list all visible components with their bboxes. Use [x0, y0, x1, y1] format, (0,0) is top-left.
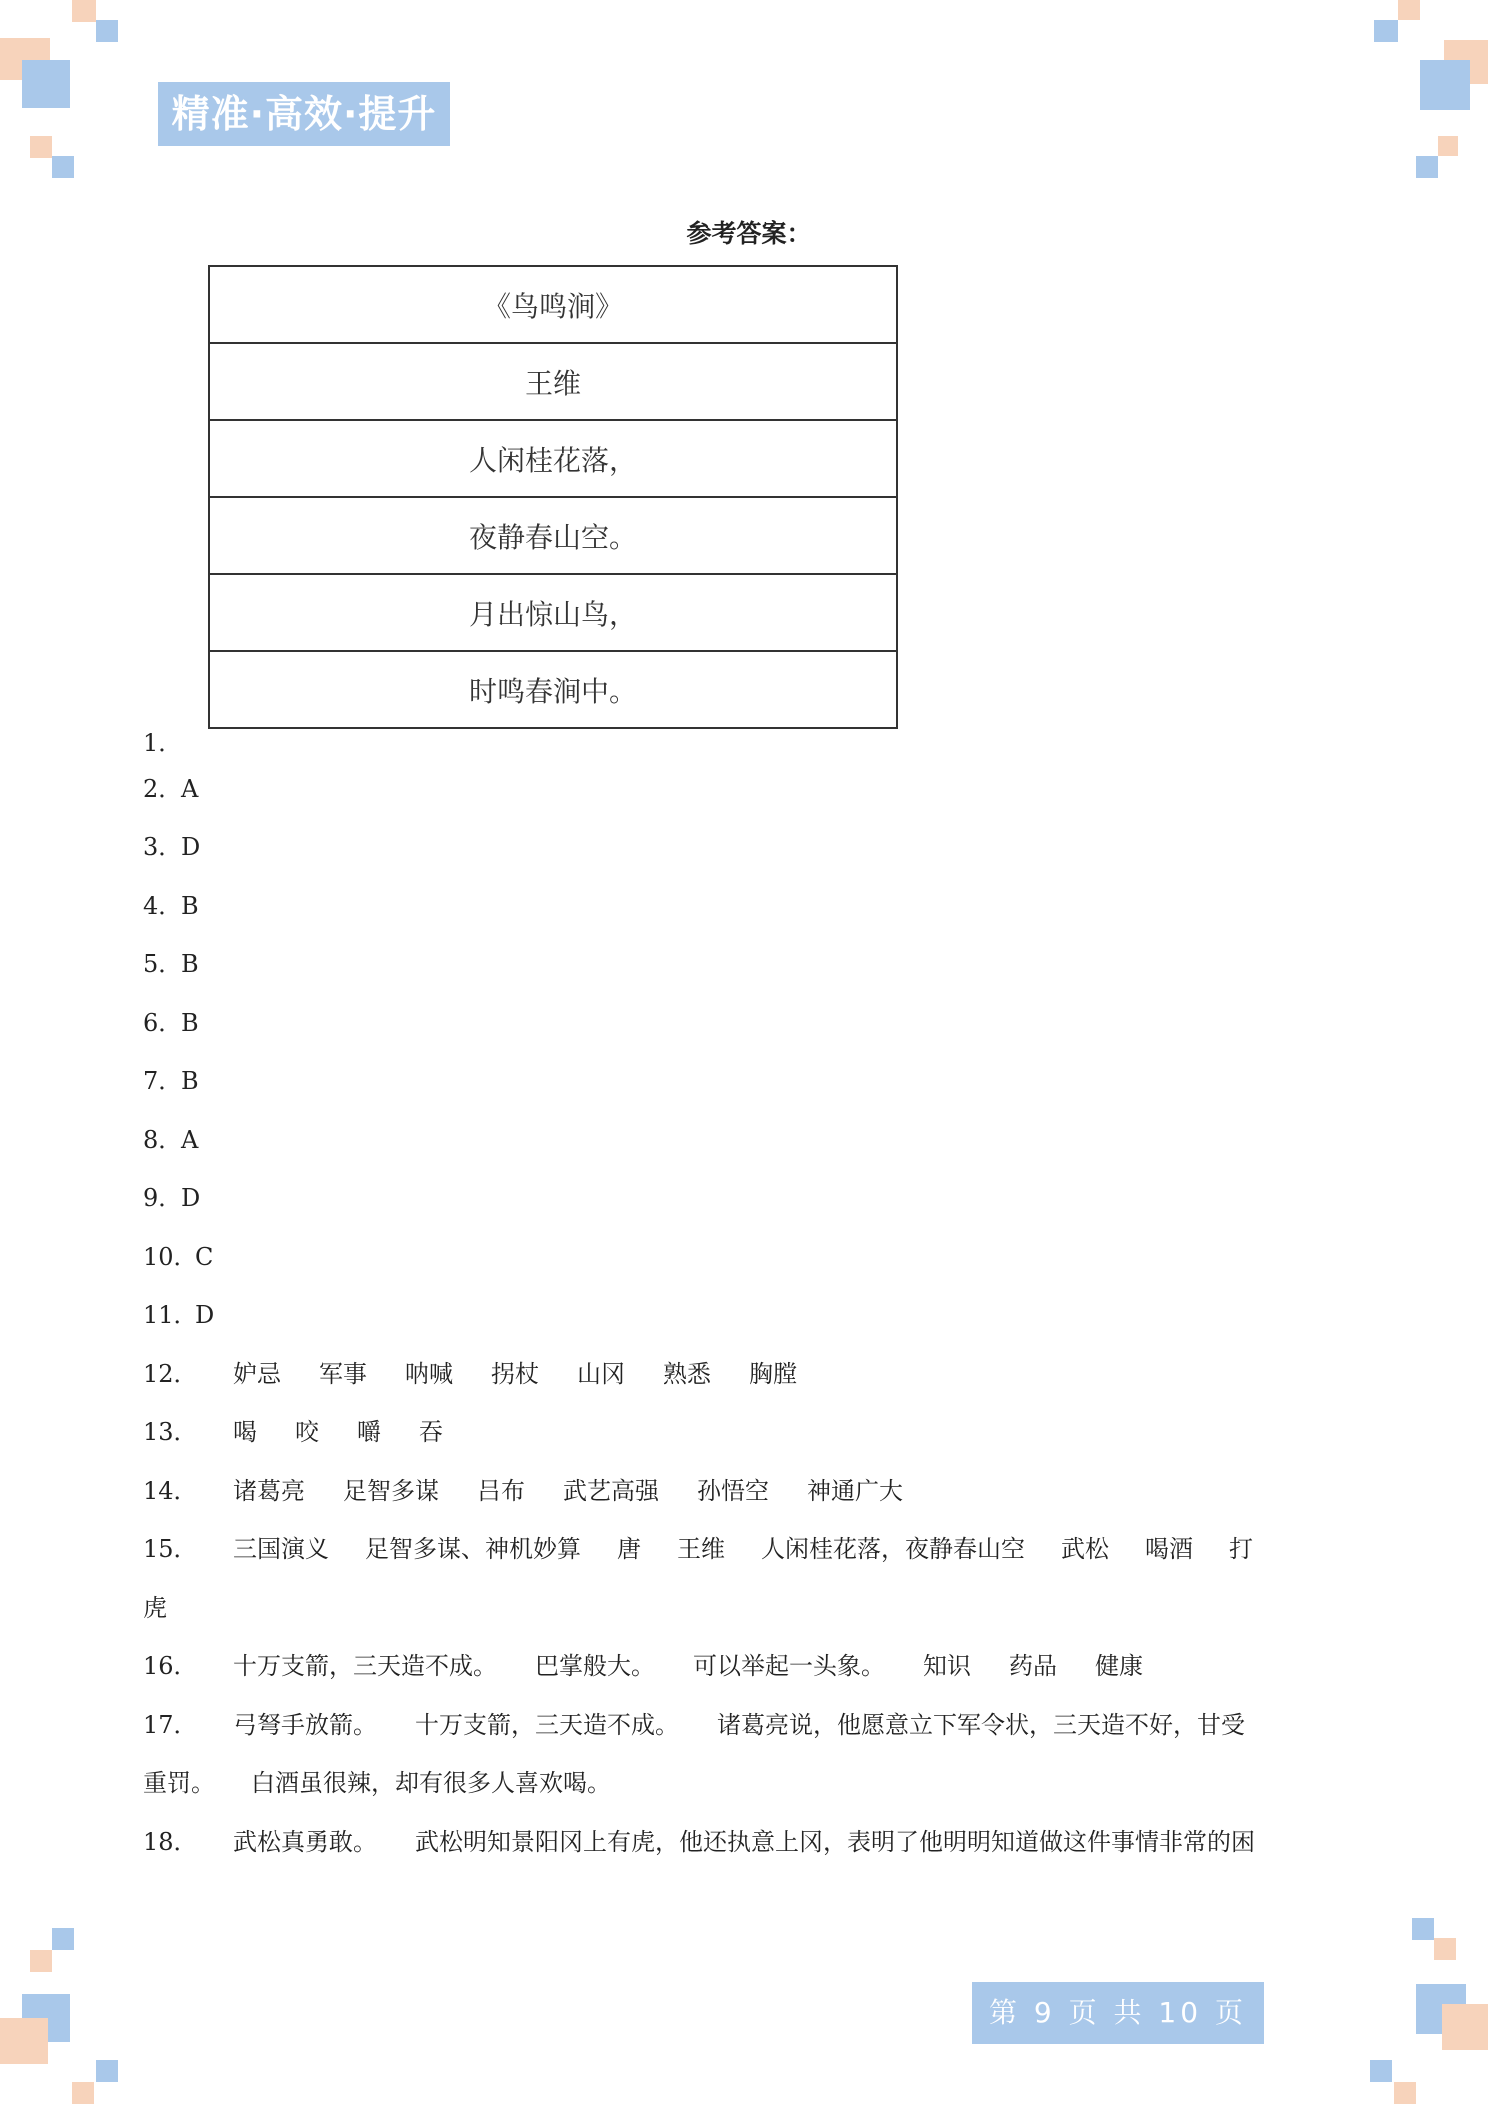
answer-4: 4．B [143, 892, 199, 920]
section-title: 参考答案： [686, 219, 812, 248]
answer-1: 1． [143, 729, 183, 757]
answer-3: 3．D [143, 833, 201, 861]
answer-15: 15． 三国演义 足智多谋、神机妙算 唐 王维 人闲桂花落，夜静春山空 武松 喝酒 打 [143, 1535, 1253, 1563]
corner-decoration [1442, 2004, 1488, 2050]
corner-decoration [1412, 1918, 1434, 1940]
brand-badge: 精准·高效·提升 [158, 82, 450, 146]
answer-12: 12． 妒忌 军事 呐喊 拐杖 山冈 熟悉 胸膛 [143, 1360, 797, 1388]
corner-decoration [30, 1950, 52, 1972]
corner-decoration [1434, 1938, 1456, 1960]
answer-11: 11．D [143, 1301, 215, 1329]
answer-10: 10．C [143, 1243, 214, 1271]
poem-author: 王维 [209, 343, 897, 420]
answer-6: 6．B [143, 1009, 199, 1037]
answer-7: 7．B [143, 1067, 199, 1095]
answer-15-continued: 虎 [143, 1594, 167, 1622]
answer-2: 2．A [143, 775, 199, 803]
page-number-badge: 第 9 页 共 10 页 [972, 1982, 1264, 2044]
poem-line: 时鸣春涧中。 [209, 651, 897, 728]
answer-8: 8．A [143, 1126, 199, 1154]
answer-17-continued: 重罚。 白酒虽很辣，却有很多人喜欢喝。 [143, 1769, 611, 1797]
answer-16: 16． 十万支箭，三天造不成。 巴掌般大。 可以举起一头象。 知识 药品 健康 [143, 1652, 1143, 1680]
corner-decoration [1370, 2060, 1392, 2082]
corner-decoration [1420, 60, 1470, 110]
answer-13: 13． 喝 咬 嚼 吞 [143, 1418, 443, 1446]
corner-decoration [72, 0, 96, 22]
corner-decoration [0, 2018, 48, 2064]
corner-decoration [1394, 2082, 1416, 2104]
corner-decoration [96, 2060, 118, 2082]
poem-line: 人闲桂花落， [209, 420, 897, 497]
poem-line: 夜静春山空。 [209, 497, 897, 574]
corner-decoration [1416, 156, 1438, 178]
corner-decoration [72, 2082, 94, 2104]
corner-decoration [52, 1928, 74, 1950]
poem-line: 月出惊山鸟， [209, 574, 897, 651]
corner-decoration [30, 136, 52, 158]
corner-decoration [1374, 20, 1398, 42]
corner-decoration [96, 20, 118, 42]
poem-title: 《鸟鸣涧》 [209, 266, 897, 343]
corner-decoration [1438, 136, 1458, 156]
corner-decoration [1398, 0, 1420, 20]
corner-decoration [52, 156, 74, 178]
answer-5: 5．B [143, 950, 199, 978]
answer-9: 9．D [143, 1184, 201, 1212]
answer-17: 17． 弓弩手放箭。 十万支箭，三天造不成。 诸葛亮说，他愿意立下军令状，三天造不好，甘受 [143, 1711, 1245, 1739]
corner-decoration [22, 60, 70, 108]
answer-18: 18． 武松真勇敢。 武松明知景阳冈上有虎，他还执意上冈，表明了他明明知道做这件事情非常的困 [143, 1828, 1255, 1856]
answer-14: 14． 诸葛亮 足智多谋 吕布 武艺高强 孙悟空 神通广大 [143, 1477, 903, 1505]
poem-table [208, 265, 898, 729]
